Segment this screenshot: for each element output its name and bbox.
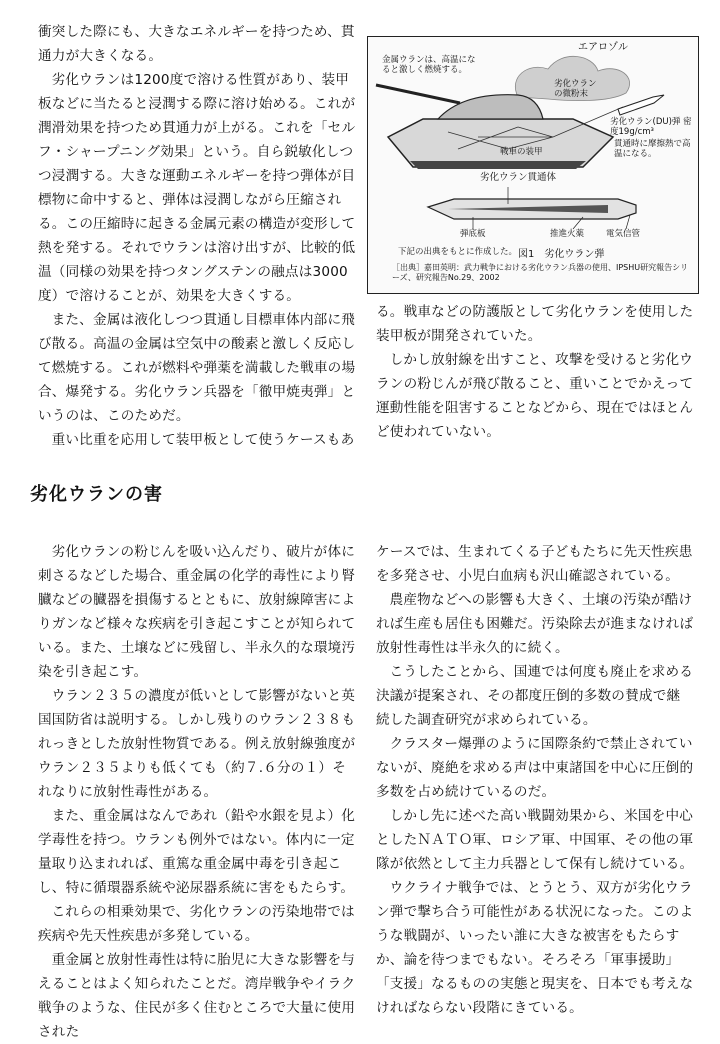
paragraph: 劣化ウランは1200度で溶ける性質があり、装甲板などに当たると浸潤する際に溶け始める。これが潤滑効果を持つため貫通力が上がる。これを「セルフ・シャープニング効果」という。自ら鋭敏化しつつ浸潤する。大きな運動エネルギーを持つ弾体が目標物に命中すると、弾体は浸潤しながら圧縮される。この圧縮時に起きる金属元素の構造が変形して熱を発する。それでウランは溶け出すが、比較的低温（同様の効果を持つタングステンの融点は3000度）で溶けることが、効果を大きくする。 [38,72,356,304]
label-propellant: 推進火薬 [550,229,585,239]
paragraph: 劣化ウランの粉じんを吸い込んだり、破片が体に刺さるなどした場合、重金属の化学的毒性により腎臓などの臓器を損傷するとともに、放射線障害によりガンなど様々な疾病を引き起こすことが知られている。また、土壌などに残留し、半永久的な環境汚染を引き起こす。 [38,544,356,680]
paragraph: しかし放射線を出すこと、攻撃を受けると劣化ウランの粉じんが飛び散ること、重いことでかえって運動性能を阻害することなどから、現在ではほとんど使われていない。 [376,352,694,440]
label-aerosol: エアロゾル [578,42,628,53]
paragraph: これらの相乗効果で、劣化ウランの汚染地帯では疾病や先天性疾患が多発している。 [38,904,355,944]
tank-turret [438,95,543,119]
du-round-incoming [618,95,664,115]
label-primer: 電気信管 [606,229,641,239]
leader-primer [626,215,630,229]
label-tank-armor: 戦車の装甲 [500,147,543,157]
top-left-column [38,20,356,452]
top-right-column [376,300,694,444]
paragraph: 衝突した際にも、大きなエネルギーを持つため、貫通力が大きくなる。 [38,24,355,64]
section-heading: 劣化ウランの害 [30,484,163,505]
paragraph: 農産物などへの影響も大きく、土壌の汚染が酷ければ生産も居住も困難だ。汚染除去が進まなければ放射性毒性は半永久的に続く。 [376,592,694,656]
label-adapted: 下記の出典をもとに作成した。 [398,247,518,257]
tank-hull [388,119,613,167]
paragraph: ウラン２３５の濃度が低いとして影響がないと英国国防省は説明する。しかし残りのウラン２３８もれっきとした放射性物質である。例え放射線強度がウラン２３５よりも低くても（約７.６分の１）それなりに放射性毒性がある。 [38,688,356,800]
bottom-right-column [376,540,694,1020]
paragraph: しかし先に述べた高い戦闘効果から、米国を中心としたＮＡＴＯ軍、ロシア軍、中国軍、その他の軍隊が依然として主力兵器として保有し続けている。 [376,808,694,872]
paragraph: 重い比重を応用して装甲板として使うケースもあ [51,432,355,448]
paragraph: る。戦車などの防護版として劣化ウランを使用した装甲板が開発されていた。 [376,304,694,344]
label-metal-uranium: 金属ウランは、高温になると激しく燃焼する。 [382,55,476,75]
paragraph: 重金属と放射性毒性は特に胎児に大きな影響を与えることはよく知られたことだ。湾岸戦争やイラク戦争のような、住民が多く住むところで大量に使用された [38,952,356,1040]
paragraph: こうしたことから、国連では何度も廃止を求める決議が提案され、その都度圧倒的多数の賛成で継続した調査研究が求められている。 [376,664,694,728]
label-impact-heat: 貫通時に摩擦熱で高温になる。 [614,139,691,159]
bottom-left-column [38,540,358,1044]
figure-source: ［出典］嘉田英明：武力戦争における劣化ウラン兵器の使用、IPSHU研究報告シリーズ、研究報告No.29、2002 [392,263,689,282]
label-sabot: 弾底板 [460,229,486,239]
label-du-powder: 劣化ウランの微粉末 [554,79,597,99]
paragraph: クラスター爆弾のように国際条約で禁止されていないが、廃絶を求める声は中東諸国を中心に圧倒的多数を占め続けているのだ。 [376,736,694,800]
figure-caption: 図1 劣化ウラン弾 [518,249,605,260]
paragraph: ウクライナ戦争では、とうとう、双方が劣化ウラン弾で撃ち合う可能性がある状況になった。このような戦闘が、いったい誰に大きな被害をもたらすか、論を待つまでもない。そろそろ「軍事援助」「支援」なるものの実態と現実を、日本でも考えなければならない段階にきている。 [376,880,694,1016]
tank-armor-band [410,161,586,169]
label-penetrator: 劣化ウラン貫通体 [480,172,557,183]
label-du-density: 劣化ウラン(DU)弾 密度19g/cm³ [610,117,692,137]
paragraph: また、重金属はなんであれ（鉛や水銀を見よ）化学毒性を持つ。ウランも例外ではない。体内に一定量取り込まれれば、重篤な重金属中毒を引き起こし、特に循環器系統や泌尿器系統に害をもたらす。 [38,808,356,896]
paragraph: また、金属は液化しつつ貫通し目標車体内部に飛び散る。高温の金属は空気中の酸素と激しく反応して燃焼する。これが燃料や弾薬を満載した戦車の場合、爆発する。劣化ウラン兵器を「徹甲焼夷弾」というのは、このためだ。 [38,312,356,424]
paragraph: ケースでは、生まれてくる子どもたちに先天性疾患を多発させ、小児白血病も沢山確認されている。 [376,544,693,584]
figure-du-shell [367,36,699,294]
tank-gun [376,85,460,103]
